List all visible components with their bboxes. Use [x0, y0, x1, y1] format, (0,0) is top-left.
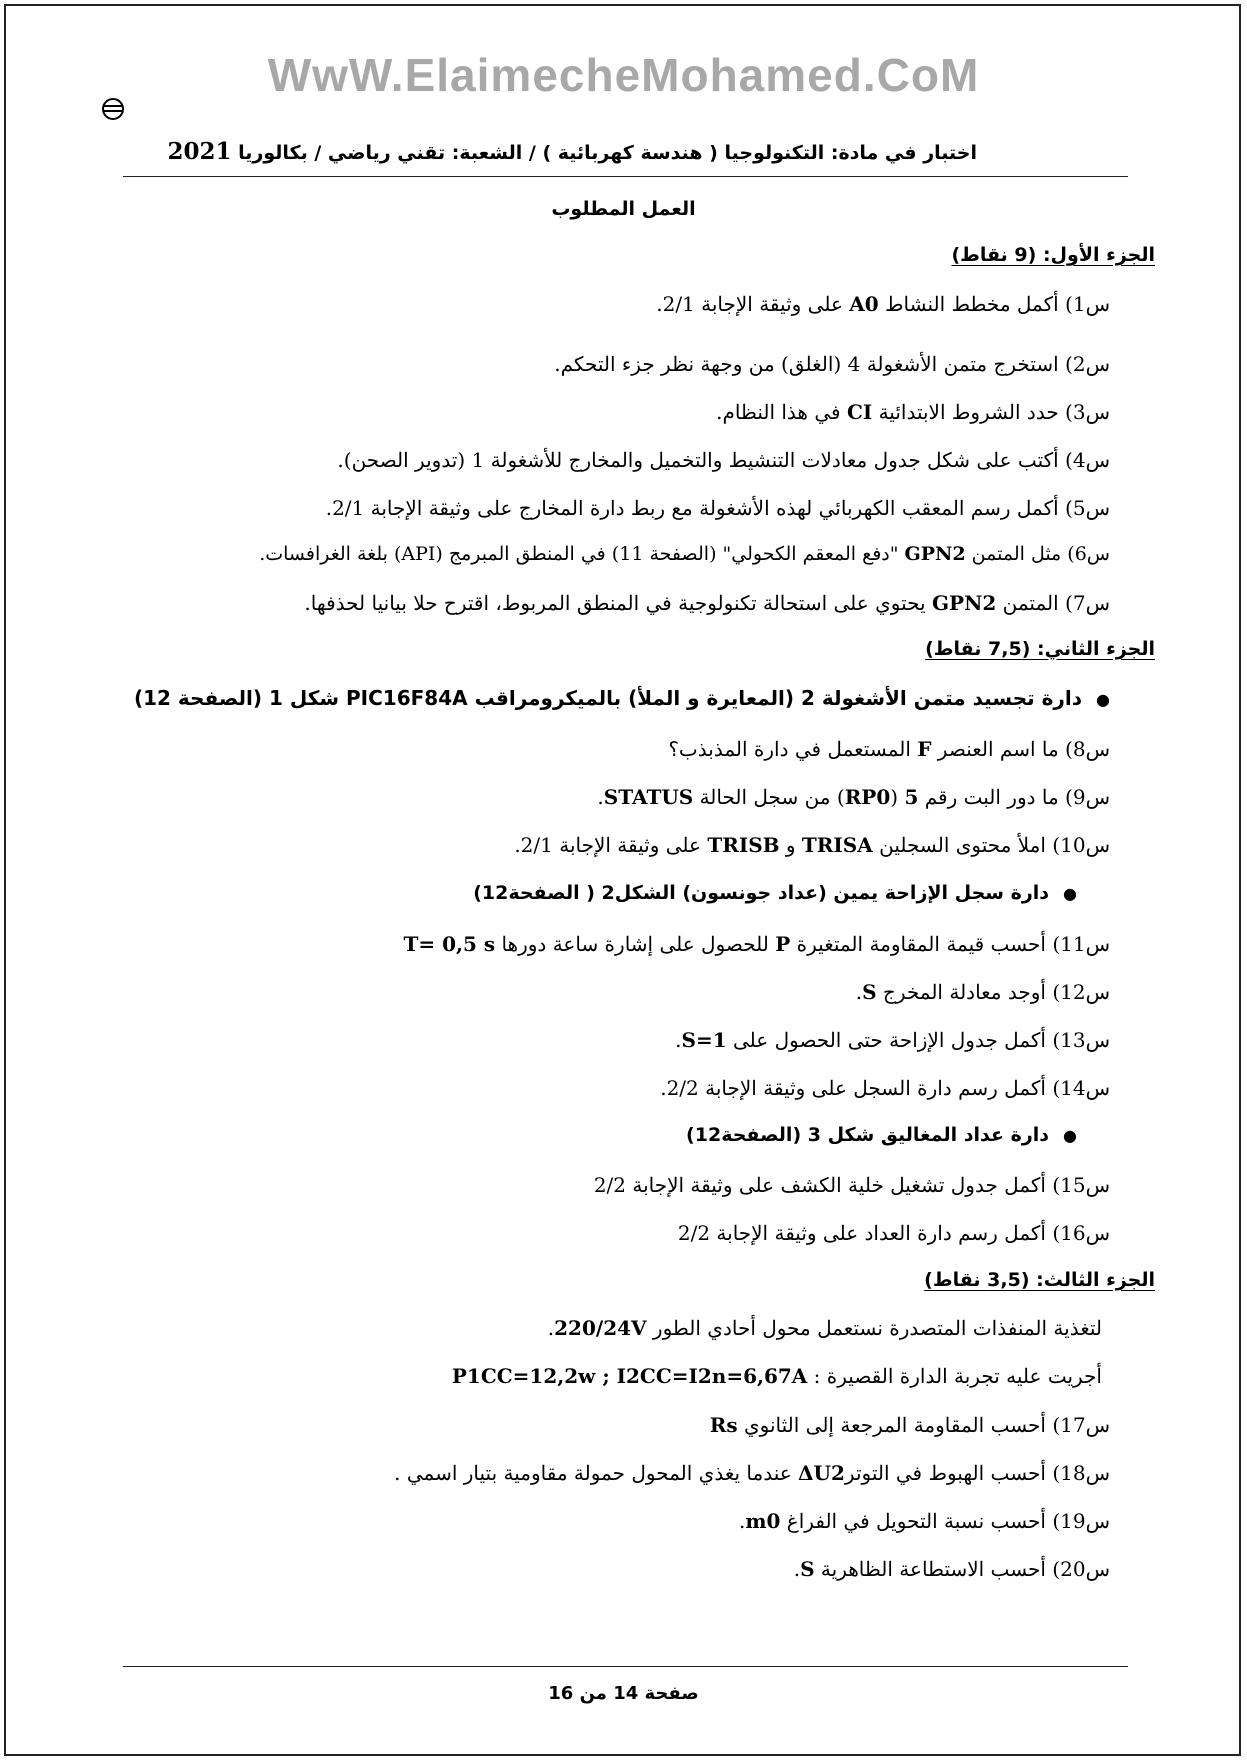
question-10: س10) املأ محتوى السجلين TRISA و TRISB على وثيقة الإجابة 2/1.: [514, 833, 1110, 857]
question-20: س20) أحسب الاستطاعة الظاهرية S.: [793, 1557, 1110, 1581]
question-7: س7) المتمن GPN2 يحتوي على استحالة تكنولوجية في المنطق المربوط، اقترح حلا بيانيا لحذفها.: [304, 591, 1110, 615]
header-divider: [123, 176, 1128, 177]
question-9: س9) ما دور البت رقم 5 (RP0) من سجل الحالة STATUS.: [597, 785, 1110, 809]
bullet-icon: ●: [1063, 884, 1077, 903]
part1-heading: الجزء الأول: (9 نقاط): [951, 244, 1155, 266]
bullet-icon: ●: [1096, 690, 1110, 709]
question-3: س3) حدد الشروط الابتدائية CI في هذا النظام.: [716, 400, 1110, 424]
question-11: س11) أحسب قيمة المقاومة المتغيرة P للحصول على إشارة ساعة دورها T= 0,5 s: [403, 932, 1110, 956]
question-1: س1) أكمل مخطط النشاط A0 على وثيقة الإجابة 2/1.: [656, 292, 1110, 316]
part2-bullet-1: ●دارة تجسيد متمن الأشغولة 2 (المعايرة و الملأ) بالميكرومراقب PIC16F84A شكل 1 (الصفحة 12): [133, 686, 1110, 710]
page-border: [4, 4, 1241, 1756]
question-5: س5) أكمل رسم المعقب الكهربائي لهذه الأشغولة مع ربط دارة المخارج على وثيقة الإجابة 2/1.: [325, 496, 1110, 520]
part2-bullet-2: ●دارة سجل الإزاحة يمين (عداد جونسون) الشكل2 ( الصفحة12): [473, 882, 1077, 904]
page-number: صفحة 14 من 16: [548, 1683, 699, 1704]
header-year: 2021: [167, 138, 232, 165]
question-19: س19) أحسب نسبة التحويل في الفراغ m0.: [739, 1509, 1110, 1533]
part2-bullet-3: ●دارة عداد المغاليق شكل 3 (الصفحة12): [686, 1124, 1077, 1146]
bullet-icon: ●: [1063, 1126, 1077, 1145]
question-18: س18) أحسب الهبوط في التوترΔU2 عندما يغذي المحول حمولة مقاومية بتيار اسمي .: [394, 1461, 1110, 1485]
watermark: WwW.ElaimecheMohamed.CoM: [267, 49, 980, 101]
page-title: العمل المطلوب: [551, 198, 696, 220]
part3-heading: الجزء الثالث: (3,5 نقاط): [924, 1269, 1155, 1291]
exam-header: [168, 138, 977, 165]
question-2: س2) استخرج متمن الأشغولة 4 (الغلق) من وجهة نظر جزء التحكم.: [554, 352, 1110, 376]
part3-intro-2: أجريت عليه تجربة الدارة القصيرة : P1CC=12,2w ; I2CC=I2n=6,67A: [451, 1364, 1102, 1388]
question-4: س4) أكتب على شكل جدول معادلات التنشيط والتخميل والمخارج للأشغولة 1 (تدوير الصحن).: [337, 448, 1110, 472]
question-8: س8) ما اسم العنصر F المستعمل في دارة المذبذب؟: [668, 737, 1110, 761]
question-12: س12) أوجد معادلة المخرج S.: [855, 980, 1110, 1004]
footer-divider: [123, 1666, 1128, 1667]
question-6: س6) مثل المتمن GPN2 "دفع المعقم الكحولي" (الصفحة 11) في المنطق المبرمج (API) بلغة الغرافسات.: [259, 543, 1110, 565]
question-14: س14) أكمل رسم دارة السجل على وثيقة الإجابة 2/2.: [660, 1076, 1110, 1100]
logo-icon: [101, 97, 125, 121]
question-17: س17) أحسب المقاومة المرجعة إلى الثانوي Rs: [709, 1413, 1110, 1437]
question-13: س13) أكمل جدول الإزاحة حتى الحصول على S=1.: [675, 1028, 1110, 1052]
question-16: س16) أكمل رسم دارة العداد على وثيقة الإجابة 2/2: [677, 1221, 1110, 1245]
part3-intro-1: لتغذية المنفذات المتصدرة نستعمل محول أحادي الطور 220/24V.: [547, 1316, 1102, 1340]
question-15: س15) أكمل جدول تشغيل خلية الكشف على وثيقة الإجابة 2/2: [593, 1173, 1110, 1197]
header-text: اختبار في مادة: التكنولوجيا ( هندسة كهربائية ) / الشعبة: تقني رياضي / بكالوريا: [238, 142, 977, 164]
part2-heading: الجزء الثاني: (7,5 نقاط): [925, 638, 1155, 660]
